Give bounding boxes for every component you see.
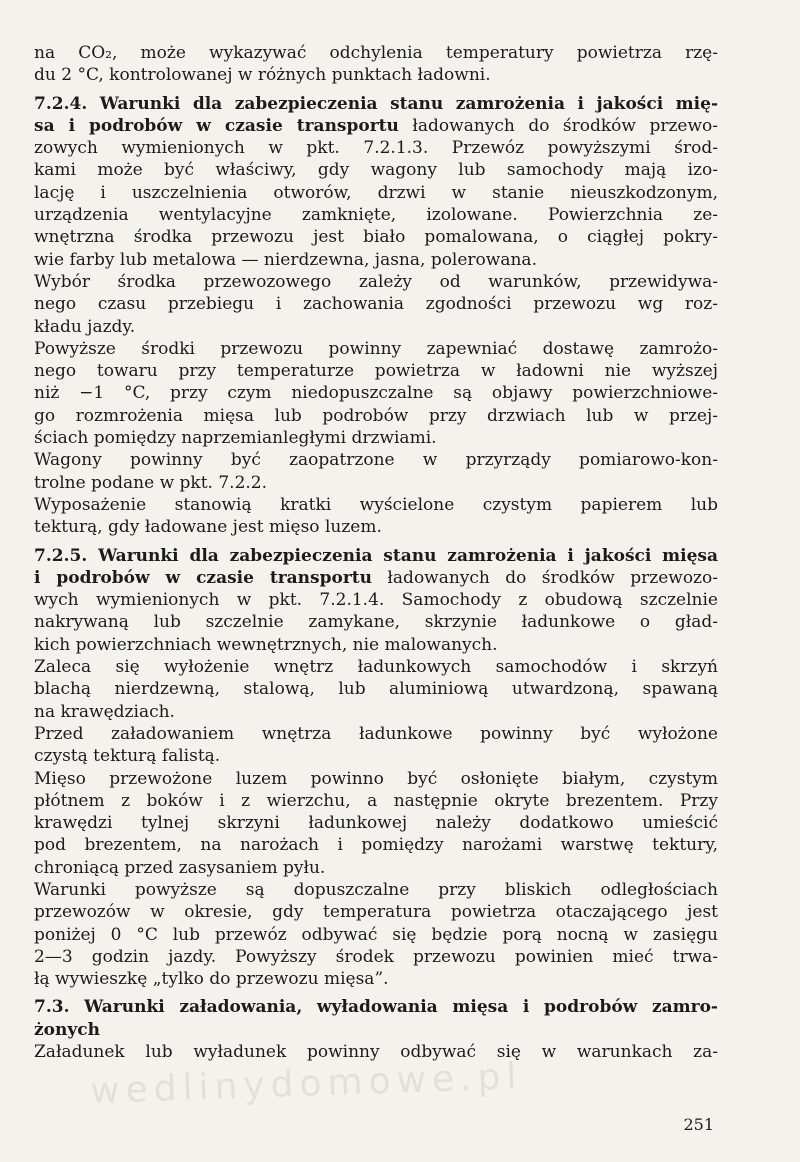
text-line: 2—3 godzin jazdy. Powyższy środek przewozu powinien mieć trwa- [34,946,718,967]
text-line: Warunki powyższe są dopuszczalne przy bliskich odległościach [34,879,718,900]
text-line: żonych [34,1019,100,1040]
text-line: blachą nierdzewną, stalową, lub aluminiową utwardzoną, spawaną [34,679,718,700]
text-line: kich powierzchniach wewnętrznych, nie malowanych. [34,634,498,655]
text-line: trolne podane w pkt. 7.2.2. [34,472,268,493]
text-line: Załadunek lub wyładunek powinny odbywać się w warunkach za- [34,1042,718,1063]
text-line: chroniącą przed zasysaniem pyłu. [34,857,326,878]
page-number: 251 [683,1115,714,1134]
text-line: Zaleca się wyłożenie wnętrz ładunkowych samochodów i skrzyń [34,657,718,678]
text-line: go rozmrożenia mięsa lub podrobów przy drzwiach lub w przej- [34,405,718,426]
body-text [34,42,718,1063]
text-line: pod brezentem, na narożach i pomiędzy narożami warstwę tektury, [34,835,718,856]
text-line: czystą tekturą falistą. [34,746,221,767]
text-line: poniżej 0 °C lub przewóz odbywać się będzie porą nocną w zasięgu [34,924,718,945]
text-line: du 2 °C, kontrolowanej w różnych punktach ładowni. [34,65,491,86]
text-line: zowych wymienionych w pkt. 7.2.1.3. Przewóz powyższymi środ- [34,138,718,159]
section-heading-7-3: 7.3. Warunki załadowania, wyładowania mięsa i podrobów zamro- [34,997,718,1018]
text-line: Wagony powinny być zaopatrzone w przyrządy pomiarowo-kon- [34,450,718,471]
text-line: wnętrzna środka przewozu jest biało pomalowana, o ciągłej pokry- [34,227,718,248]
text-line: urządzenia wentylacyjne zamknięte, izolowane. Powierzchnia ze- [34,205,718,226]
text-line: łą wywieszkę „tylko do przewozu mięsa”. [34,969,389,990]
text-line: niż −1 °C, przy czym niedopuszczalne są objawy powierzchniowe- [34,383,718,404]
text-line: nego towaru przy temperaturze powietrza w ładowni nie wyższej [34,361,718,382]
text-line: i podrobów w czasie transportu ładowanych do środków przewozo- [34,567,718,588]
text-line: ściach pomiędzy naprzemianległymi drzwiami. [34,428,437,449]
text-line: tekturą, gdy ładowane jest mięso luzem. [34,517,382,538]
section-heading-7-2-4: 7.2.4. Warunki dla zabezpieczenia stanu zamrożenia i jakości mię- [34,93,718,114]
text-line: kami może być właściwy, gdy wagony lub samochody mają izo- [34,160,718,181]
text-line: przewozów w okresie, gdy temperatura powietrza otaczającego jest [34,902,718,923]
text-line: Wyposażenie stanowią kratki wyścielone czystym papierem lub [34,494,718,515]
text-line: sa i podrobów w czasie transportu ładowanych do środków przewo- [34,115,718,136]
text-line: Powyższe środki przewozu powinny zapewniać dostawę zamrożo- [34,338,718,359]
text-line: na CO₂, może wykazywać odchylenia temperatury powietrza rzę- [34,43,718,63]
text-line: wie farby lub metalowa — nierdzewna, jasna, polerowana. [34,249,537,270]
text-line: Przed załadowaniem wnętrza ładunkowe powinny być wyłożone [34,723,718,744]
text-line: na krawędziach. [34,701,175,722]
text-line: wych wymienionych w pkt. 7.2.1.4. Samochody z obudową szczelnie [34,590,718,611]
text-line: Wybór środka przewozowego zależy od warunków, przewidywa- [34,271,718,292]
text-line: krawędzi tylnej skrzyni ładunkowej należy dodatkowo umieścić [34,813,718,834]
text-line: nego czasu przebiegu i zachowania zgodności przewozu wg roz- [34,294,718,315]
watermark: wedlinydomowe.pl [89,1056,524,1113]
text-line: Mięso przewożone luzem powinno być osłonięte białym, czystym [34,768,718,789]
text-line: kładu jazdy. [34,316,136,337]
text-line: płótnem z boków i z wierzchu, a następnie okryte brezentem. Przy [34,790,718,811]
text-line: lację i uszczelnienia otworów, drzwi w stanie nieuszkodzonym, [34,182,718,203]
text-line: nakrywaną lub szczelnie zamykane, skrzynie ładunkowe o gład- [34,612,718,633]
section-heading-7-2-5: 7.2.5. Warunki dla zabezpieczenia stanu zamrożenia i jakości mięsa [34,545,718,566]
